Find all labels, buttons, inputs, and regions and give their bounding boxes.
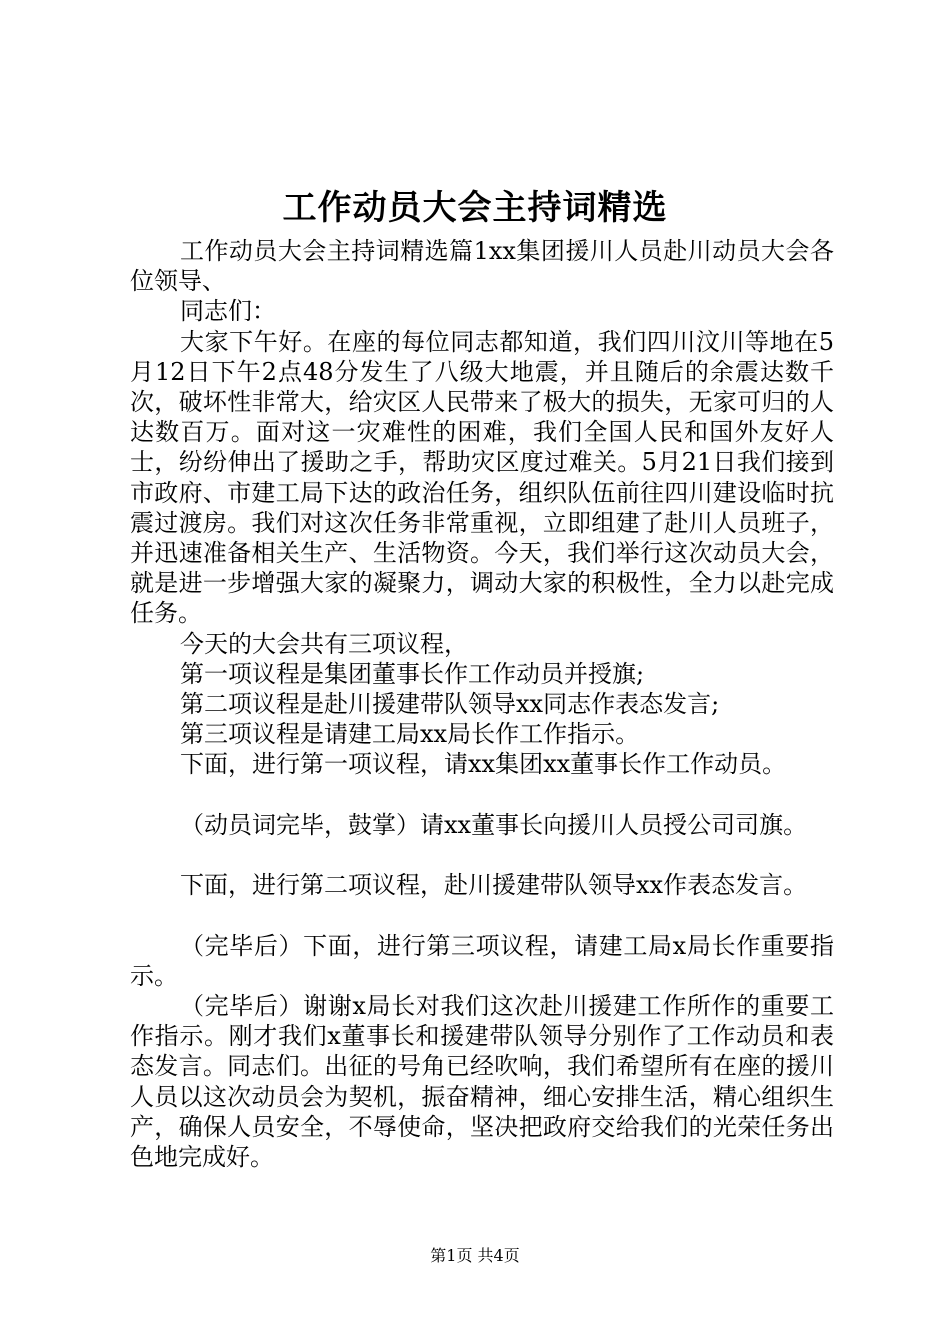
paragraph-salutation: 同志们： xyxy=(180,297,276,326)
paragraph-agenda-item-1: 第一项议程是集团董事长作工作动员并授旗; xyxy=(180,659,645,688)
paragraph-closing: （完毕后）谢谢x局长对我们这次赴川援建工作所作的重要工作指示。刚才我们x董事长和援建带队领导分别作了工作动员和表态发言。同志们。出征的号角已经吹响，我们希望所有在座的援川人员以这次动员会为契机，振奋精神，细心安排生活，精心组织生产，确保人员安全，不辱使命，坚决把政府交给我们的光荣任务出色地完成好。 xyxy=(130,992,834,1172)
paragraph-agenda-item-3: 第三项议程是请建工局xx局长作工作指示。 xyxy=(180,720,640,749)
paragraph-intro: 工作动员大会主持词精选篇1xx集团援川人员赴川动员大会各位领导、 xyxy=(130,237,834,296)
page-footer: 第1页 共4页 xyxy=(430,1246,520,1265)
paragraph-agenda-intro: 今天的大会共有三项议程， xyxy=(180,629,468,658)
paragraph-flag-ceremony: （动员词完毕，鼓掌）请xx董事长向援川人员授公司司旗。 xyxy=(180,810,808,839)
paragraph-agenda-item-2: 第二项议程是赴川援建带队领导xx同志作表态发言; xyxy=(180,690,720,719)
document-title: 工作动员大会主持词精选 xyxy=(282,188,668,228)
paragraph-second-agenda: 下面，进行第二项议程，赴川援建带队领导xx作表态发言。 xyxy=(180,871,808,900)
paragraph-opening: 大家下午好。在座的每位同志都知道，我们四川汶川等地在5月12日下午2点48分发生了八级大地震，并且随后的余震达数千次，破坏性非常大，给灾区人民带来了极大的损失，无家可归的人达数百万。面对这一灾难性的困难，我们全国人民和国外友好人士，纷纷伸出了援助之手，帮助灾区度过难关。5月21日我们接到市政府、市建工局下达的政治任务，组织队伍前往四川建设临时抗震过渡房。我们对这次任务非常重视，立即组建了赴川人员班子，并迅速准备相关生产、生活物资。今天，我们举行这次动员大会，就是进一步增强大家的凝聚力，调动大家的积极性，全力以赴完成任务。 xyxy=(130,327,834,628)
paragraph-third-agenda: （完毕后）下面，进行第三项议程，请建工局x局长作重要指示。 xyxy=(130,931,834,990)
paragraph-first-agenda: 下面，进行第一项议程，请xx集团xx董事长作工作动员。 xyxy=(180,750,787,779)
document-body xyxy=(130,236,834,1172)
